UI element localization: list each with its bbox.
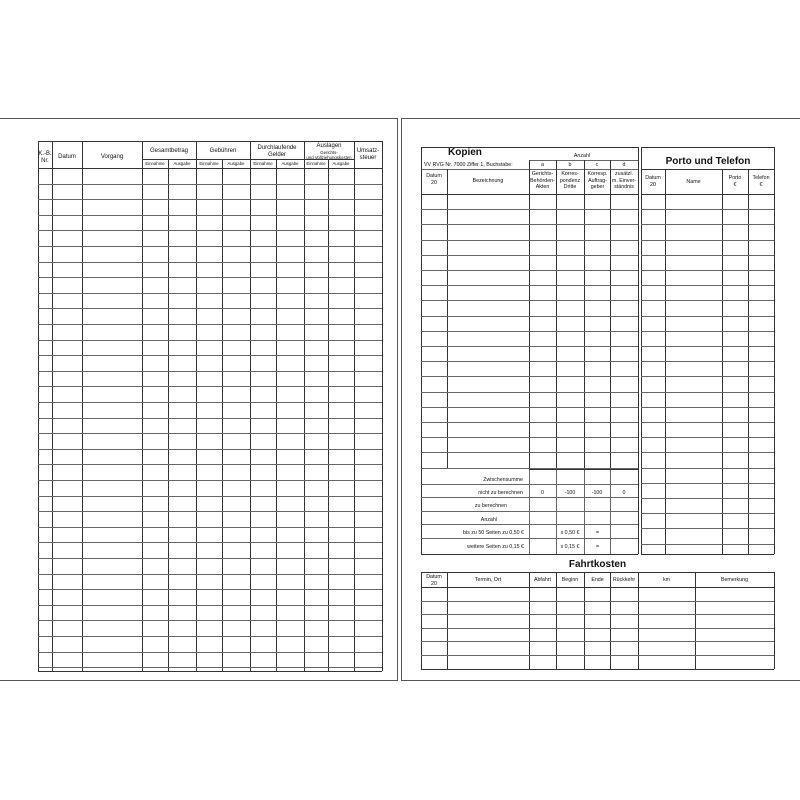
- fahrt-title: Fahrtkosten: [568, 559, 627, 570]
- fahrt-row-line: [421, 655, 774, 656]
- ledger-row-line: [38, 246, 382, 247]
- kopien-row-line: [421, 316, 638, 317]
- umsatzsteuer-header: Umsatz- steuer: [356, 148, 380, 161]
- fahrt-header-bottom: [421, 587, 774, 588]
- ledger-page: [0, 118, 398, 681]
- ledger-row-line: [38, 215, 382, 216]
- kopien-col-line: [447, 169, 448, 469]
- porto-row-line: [641, 285, 774, 286]
- kopien-row-line: [421, 209, 638, 210]
- kopien-row-line: [421, 240, 638, 241]
- ledger-col-line: [354, 141, 355, 671]
- ledger-col-line: [142, 141, 143, 671]
- kopien-row-line: [421, 376, 638, 377]
- ledger-row-line: [38, 511, 382, 512]
- ledger-row-line: [38, 371, 382, 372]
- ledger-row-line: [38, 355, 382, 356]
- kopien-row-line: [421, 255, 638, 256]
- ledger-row-line: [38, 293, 382, 294]
- ledger-row-line: [38, 277, 382, 278]
- porto-row-line: [641, 376, 774, 377]
- eq-label-2: =: [595, 544, 600, 550]
- kopien-row-line: [421, 346, 638, 347]
- bis-50-label: bis zu 50 Seiten zu 0,50 €: [463, 530, 524, 536]
- ledger-col-line: [276, 159, 277, 671]
- ausgabe-subheader: Ausgabe: [173, 161, 191, 166]
- durchlaufende-header: Durchlaufende Gelder: [257, 145, 297, 158]
- kosten-page: [401, 118, 800, 681]
- ledger-header-bottom: [38, 168, 382, 169]
- kb-nr-header: K.-B. Nr.: [38, 151, 52, 164]
- kopien-title: Kopien: [448, 147, 482, 158]
- porto-row-line: [641, 255, 774, 256]
- ledger-row-line: [38, 324, 382, 325]
- porto-title-line: [641, 169, 774, 170]
- zwischensumme-label: Zwischensumme: [483, 477, 523, 483]
- ledger-row-line: [38, 262, 382, 263]
- fahrt-km-header: km: [662, 577, 671, 583]
- kopien-summary-row: [421, 511, 638, 512]
- ledger-row-line: [38, 620, 382, 621]
- ledger-col-line: [38, 141, 39, 671]
- porto-row-line: [641, 270, 774, 271]
- kopien-row-line: [421, 270, 638, 271]
- einnahme-subheader: Einnahme: [306, 161, 326, 166]
- fahrt-datum-header: Datum 20: [426, 574, 442, 587]
- porto-row-line: [641, 392, 774, 393]
- ledger-col-line: [52, 141, 53, 671]
- kopien-col-d-header: zusätzl. m. Einver- ständnis: [611, 171, 637, 190]
- kopien-row-line: [421, 285, 638, 286]
- kopien-row-line: [421, 361, 638, 362]
- porto-right-border: [774, 147, 775, 554]
- vorgang-header: Vorgang: [100, 154, 124, 160]
- porto-telefon-header: Telefon €: [752, 175, 770, 188]
- ledger-row-line: [38, 433, 382, 434]
- ledger-row-line: [38, 496, 382, 497]
- kopien-row-line: [421, 331, 638, 332]
- nicht-value: -100: [591, 490, 603, 496]
- anzahl-label: Anzahl: [480, 517, 497, 523]
- porto-name-header: Name: [686, 179, 701, 185]
- ausgabe-subheader: Ausgabe: [332, 161, 350, 166]
- kopien-letter-d: d: [622, 162, 626, 168]
- porto-row-line: [641, 437, 774, 438]
- ledger-col-line: [222, 159, 223, 671]
- auslagen-sub-header: Gerichts- und Vollziehungskosten: [306, 150, 352, 160]
- x015-label: x 0,15 €: [560, 544, 580, 550]
- porto-row-line: [641, 331, 774, 332]
- kopien-letter-a: a: [541, 162, 544, 168]
- eq-label-1: =: [595, 530, 600, 536]
- ledger-row-line: [38, 558, 382, 559]
- ledger-row-line: [38, 418, 382, 419]
- fahrt-row-line: [421, 614, 774, 615]
- fahrt-row-line: [421, 641, 774, 642]
- porto-row-line: [641, 316, 774, 317]
- porto-row-line: [641, 209, 774, 210]
- porto-row-line: [641, 483, 774, 484]
- nicht-value: 0: [622, 490, 626, 496]
- kopien-summary-row: [421, 497, 638, 498]
- einnahme-subheader: Einnahme: [199, 161, 219, 166]
- fahrt-row-line: [421, 628, 774, 629]
- kopien-letter-c: c: [595, 162, 599, 168]
- fahrt-col-line: [774, 572, 775, 669]
- porto-row-line: [641, 224, 774, 225]
- ausgabe-subheader: Ausgabe: [227, 161, 245, 166]
- ledger-row-line: [38, 308, 382, 309]
- ledger-col-line: [304, 141, 305, 671]
- ledger-row-line: [38, 230, 382, 231]
- ledger-row-line: [38, 402, 382, 403]
- ledger-col-line: [250, 141, 251, 671]
- porto-title: Porto und Telefon: [665, 156, 751, 167]
- fahrt-top-border: [421, 572, 774, 573]
- porto-row-line: [641, 346, 774, 347]
- porto-row-line: [641, 452, 774, 453]
- nicht-value: -100: [564, 490, 576, 496]
- nicht-value: 0: [541, 490, 544, 496]
- ledger-row-line: [38, 527, 382, 528]
- fahrt-beginn-header: Beginn: [561, 577, 579, 583]
- auslagen-header: Auslagen: [316, 143, 342, 149]
- ledger-top-border: [38, 141, 382, 142]
- kopien-anzahl-label: Anzahl: [573, 153, 591, 159]
- ledger-row-line: [38, 449, 382, 450]
- ledger-row-line: [38, 652, 382, 653]
- weitere-label: weitere Seiten zu 0,15 €: [467, 544, 524, 550]
- porto-row-line: [641, 513, 774, 514]
- gebuehren-header: Gebühren: [209, 148, 237, 154]
- ledger-col-line: [168, 159, 169, 671]
- porto-row-line: [641, 361, 774, 362]
- nicht-zu-berechnen-label: nicht zu berechnen: [478, 490, 523, 496]
- kopien-summary-row: [421, 524, 638, 525]
- porto-row-line: [641, 240, 774, 241]
- kopien-bezeichnung-header: Bezeichnung: [472, 178, 504, 184]
- kopien-summary-row: [421, 484, 638, 485]
- kopien-row-line: [421, 300, 638, 301]
- ledger-bottom-border: [38, 671, 382, 672]
- porto-header-bottom: [641, 194, 774, 195]
- ausgabe-subheader: Ausgabe: [281, 161, 299, 166]
- ledger-col-line: [196, 141, 197, 671]
- kopien-row-line: [421, 437, 638, 438]
- ledger-row-line: [38, 636, 382, 637]
- ledger-col-line: [382, 141, 383, 671]
- porto-row-line: [641, 498, 774, 499]
- ledger-row-line: [38, 542, 382, 543]
- kopien-col-c-header: Korresp. Auftrag- geber: [587, 171, 608, 190]
- ledger-col-line: [328, 159, 329, 671]
- kopien-row-line: [421, 422, 638, 423]
- porto-row-line: [641, 407, 774, 408]
- kopien-col-a-header: Gerichts- Behörden- Akten: [530, 171, 555, 190]
- fahrt-abfahrt-header: Abfahrt: [533, 577, 552, 583]
- fahrt-bemerkung-header: Bemerkung: [720, 577, 749, 583]
- kopien-col-b-header: Korres- pondenz Dritte: [559, 171, 581, 190]
- kopien-datum-header: Datum 20: [426, 173, 442, 186]
- porto-row-line: [641, 422, 774, 423]
- fahrt-row-line: [421, 601, 774, 602]
- kopien-letter-b: b: [568, 162, 572, 168]
- ledger-row-line: [38, 340, 382, 341]
- fahrt-ende-header: Ende: [591, 577, 604, 583]
- kopien-row-line: [421, 452, 638, 453]
- fahrt-bottom-border: [421, 669, 774, 670]
- gesamtbetrag-header: Gesamtbetrag: [149, 148, 189, 154]
- zu-berechnen-label: zu berechnen: [474, 503, 507, 509]
- porto-bottom-border: [641, 554, 774, 555]
- fahrt-termin-header: Termin, Ort: [474, 577, 502, 583]
- ledger-row-line: [38, 480, 382, 481]
- ledger-row-line: [38, 464, 382, 465]
- porto-porto-header: Porto €: [728, 175, 742, 188]
- kopien-row-line: [421, 392, 638, 393]
- ledger-row-line: [38, 667, 382, 668]
- kopien-summary-row: [421, 538, 638, 539]
- ledger-row-line: [38, 574, 382, 575]
- ledger-row-line: [38, 386, 382, 387]
- porto-top-border: [641, 147, 774, 148]
- ledger-row-line: [38, 605, 382, 606]
- porto-row-line: [641, 528, 774, 529]
- fahrt-rueckkehr-header: Rückkehr: [612, 577, 636, 583]
- einnahme-subheader: Einnahme: [145, 161, 165, 166]
- ledger-row-line: [38, 199, 382, 200]
- porto-row-line: [641, 300, 774, 301]
- kopien-summary-top: [529, 469, 638, 470]
- kopien-bottom-border: [421, 554, 638, 555]
- datum-header: Datum: [58, 154, 76, 160]
- ledger-row-line: [38, 184, 382, 185]
- ledger-row-line: [38, 589, 382, 590]
- ledger-col-line: [82, 141, 83, 671]
- einnahme-subheader: Einnahme: [253, 161, 273, 166]
- kopien-right-border: [638, 147, 639, 554]
- kopien-row-line: [421, 224, 638, 225]
- porto-row-line: [641, 468, 774, 469]
- kopien-row-line: [421, 407, 638, 408]
- kopien-vv-label: VV RVG Nr. 7000 Ziffer 1, Buchstabe:: [424, 162, 513, 168]
- porto-row-line: [641, 544, 774, 545]
- porto-datum-header: Datum 20: [645, 175, 661, 188]
- x050-label: x 0,50 €: [560, 530, 580, 536]
